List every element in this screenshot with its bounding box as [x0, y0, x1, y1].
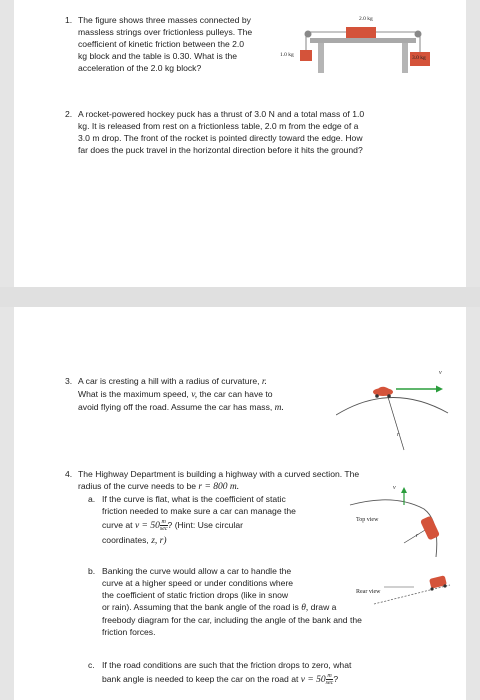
rear-view-svg: [344, 571, 459, 605]
car-top-view: [420, 515, 440, 540]
page-separator: [0, 287, 480, 307]
rear-view-figure: [344, 571, 459, 605]
velocity-label-top: v: [393, 485, 396, 491]
pulley-left: [305, 31, 312, 38]
car-hill-svg: [336, 365, 456, 455]
question-2-text: A rocket-powered hockey puck has a thrust of 3.0 N and a total mass of 1.0 kg. It is released from rest on a frictionless table, 2.0 m from the edge of a 3.0 m drop. The front of the rocket is pointed directly toward the edge. How far does the puck travel in the horizontal direction before it hits the ground?: [78, 109, 365, 155]
question-1-number: 1.: [65, 15, 73, 25]
question-4b-label: b.: [88, 566, 96, 576]
label-3kg: 3.0 kg: [412, 55, 426, 61]
banked-road: [374, 585, 450, 604]
question-3-number: 3.: [65, 376, 73, 386]
document-page-1: [14, 0, 466, 287]
radius-label: r: [397, 432, 400, 438]
unit-fraction-c: $\frac{m}{\sec}$: [325, 673, 334, 687]
pulley-right: [415, 31, 422, 38]
question-4c-label: c.: [88, 660, 95, 670]
hill-curve: [336, 397, 448, 415]
car-wheel-rear: [375, 394, 379, 398]
question-2-number: 2.: [65, 109, 73, 119]
question-4a-text: If the curve is flat, what is the coefficient of static friction needed to make sure a car can manage the curve at v = 50 $\frac{m}{\sec}$ ? (Hint: Use circular coordinates, z, r): [102, 494, 296, 546]
question-3-text: A car is cresting a hill with a radius of curvature, r. What is the maximum speed, v, the car can have to avoid flying off the road. Assume the car has mass, m.: [78, 376, 284, 413]
document-page-2: [14, 307, 466, 700]
block-1kg: [300, 50, 312, 61]
pulley-masses-figure: [282, 10, 442, 75]
velocity-label: v: [439, 370, 442, 376]
velocity-arrowhead-top: [401, 487, 407, 493]
table-leg-left: [318, 43, 324, 73]
unit-fraction-a: $\frac{m}{\sec}$: [159, 519, 168, 533]
car-hill-figure: [336, 365, 456, 455]
radius-label-top: r: [416, 533, 419, 539]
car-rear-wheel-left: [430, 587, 433, 590]
car-wheel-front: [387, 394, 391, 398]
block-2kg: [346, 27, 376, 38]
question-4a-label: a.: [88, 494, 96, 504]
question-4-number: 4.: [65, 469, 73, 479]
top-view-svg: [344, 487, 459, 559]
label-1kg: 1.0 kg: [280, 52, 294, 58]
question-1-text: The figure shows three masses connected by massless strings over frictionless pulleys. The coefficient of kinetic friction between the 2.0 kg block and the table is 0.30. What is the acceleration of the 2.0 kg block?: [78, 15, 253, 73]
table-leg-right: [402, 43, 408, 73]
question-4c-text: If the road conditions are such that the friction drops to zero, what bank angle is needed to keep the car on the road at v = 50 $\frac{m}{\sec}$ ?: [102, 660, 352, 687]
table-top: [310, 38, 416, 43]
label-2kg: 2.0 kg: [359, 16, 373, 22]
top-view-figure: [344, 487, 459, 559]
rear-view-label: Rear view: [356, 589, 381, 595]
velocity-arrowhead: [436, 386, 443, 393]
car-rear-wheel-right: [443, 584, 446, 587]
question-4b-text: Banking the curve would allow a car to handle the curve at a higher speed or under conditions where the coefficient of static friction drops (like in snow or rain). Assuming that the bank angle of the road is θ, draw a freebody diagram for the car, including the angle of the bank and the friction forces.: [102, 566, 362, 637]
radius-line: [388, 397, 404, 450]
question-4-text: The Highway Department is building a highway with a curved section. The radius of the curve needs to be r = 800 m.: [78, 469, 360, 492]
top-view-label: Top view: [356, 517, 379, 523]
